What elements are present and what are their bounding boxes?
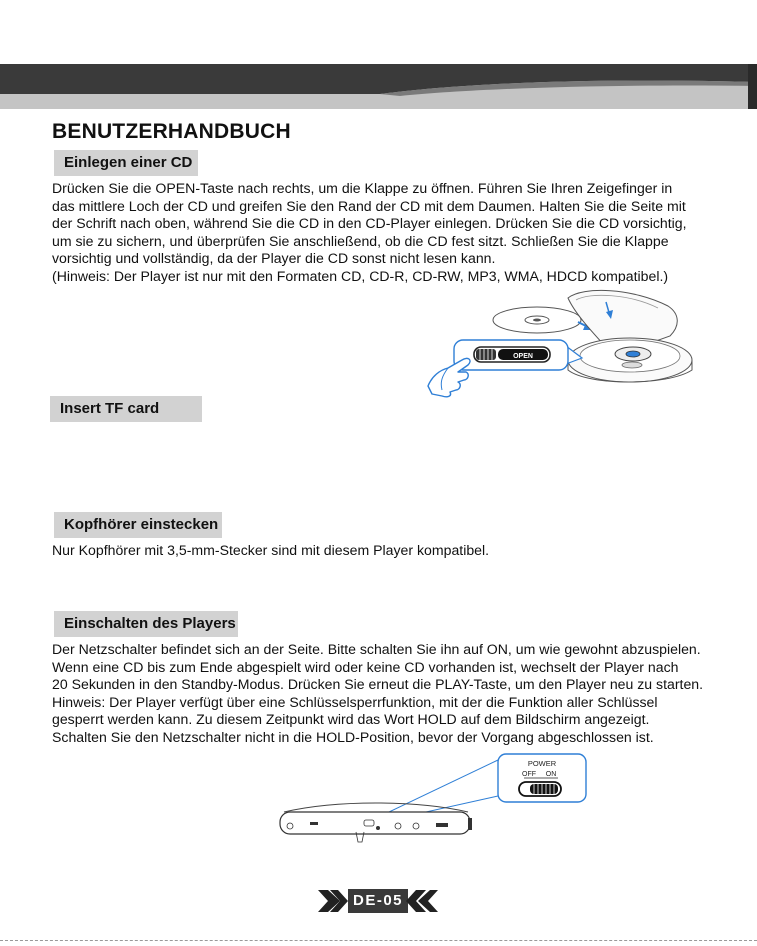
text-line: Nur Kopfhörer mit 3,5-mm-Stecker sind mit diesem Player kompatibel. [52,542,490,558]
bottom-divider [0,940,757,941]
off-label: OFF [522,771,536,778]
on-label: ON [545,771,557,778]
text-line: (Hinweis: Der Player ist nur mit den Formaten CD, CD-R, CD-RW, MP3, WMA, HDCD kompatibel.) [52,267,669,284]
page-number: DE-05 [352,892,404,909]
manual-title: BENUTZERHANDBUCH [52,120,291,143]
text-line: gesperrt werden kann. Zu diesem Zeitpunkt wird das Wort HOLD auf dem Bildschirm angezeigt. [52,711,650,728]
headphones-instructions [52,542,732,560]
text-line: der Schrift nach oben, während Sie die CD in den CD-Player einlegen. Drücken Sie die CD vorsichtig, [52,215,687,232]
text-line: vorsichtig und vollständig, da der Player die CD sonst nicht lesen kann. [52,250,496,267]
text-line: Schalten Sie den Netzschalter nicht in die HOLD-Position, bevor der Vorgang abgeschlossen ist. [52,728,654,745]
power-label: POWER [527,759,557,768]
insert-cd-instructions [52,180,732,286]
text-line: Drücken Sie die OPEN-Taste nach rechts, um die Klappe zu öffnen. Führen Sie Ihren Zeigefinger in [52,180,673,196]
text-line: um sie zu sichern, und überprüfen Sie anschließend, ob die CD fest sitzt. Schließen Sie die Klappe [52,232,669,249]
cd-insert-illustration [418,286,708,398]
section-heading-insert-tf: Insert TF card [50,396,202,422]
page-number-badge [318,886,438,916]
open-switch-label: OPEN [513,353,533,360]
power-switch-illustration [276,750,596,850]
section-heading-headphones: Kopfhörer einstecken [54,512,222,538]
text-line: Der Netzschalter befindet sich an der Seite. Bitte schalten Sie ihn auf ON, um wie gewohnt abzuspielen. [52,641,701,657]
section-heading-insert-cd: Einlegen einer CD [54,150,198,176]
power-on-instructions [52,641,732,747]
text-line: 20 Sekunden in den Standby-Modus. Drücken Sie erneut die PLAY-Taste, um den Player neu zu starten. [52,676,704,693]
header-band [0,64,757,109]
text-line: das mittlere Loch der CD und greifen Sie den Rand der CD mit dem Daumen. Halten Sie die Seite mit [52,197,686,214]
text-line: Wenn eine CD bis zum Ende abgespielt wird oder keine CD vorhanden ist, wechselt der Player nach [52,658,679,675]
section-heading-power-on: Einschalten des Players [54,611,238,637]
text-line: Hinweis: Der Player verfügt über eine Schlüsselsperrfunktion, mit der die Funktion aller Schlüssel [52,693,658,710]
